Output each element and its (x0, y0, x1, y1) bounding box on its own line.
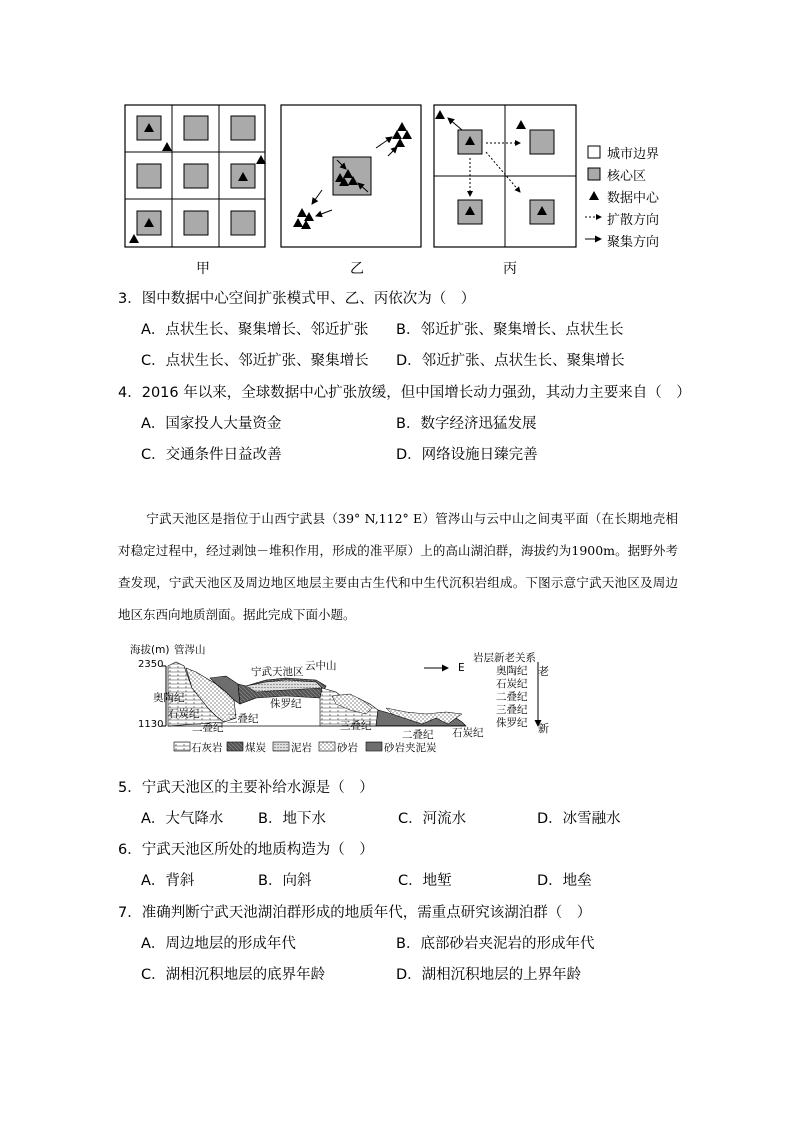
square-outline-icon (588, 146, 600, 158)
q5-option-d[interactable]: D．冰雪融水 (537, 811, 621, 827)
q4-option-a[interactable]: A．国家投人大量资金 (141, 416, 282, 432)
layer-label: 二叠纪 (402, 729, 434, 741)
q6-option-a[interactable]: A．背斜 (141, 873, 195, 889)
q6-option-d[interactable]: D．地垒 (537, 873, 592, 889)
figure-legend (585, 146, 601, 239)
profile-y-label: 海拔(m) (130, 644, 170, 656)
age-new-label: 新 (538, 722, 549, 735)
q7-option-c[interactable]: C．湖相沉积地层的底界年龄 (141, 967, 326, 983)
caption-bing: 丙 (503, 261, 517, 277)
caption-jia: 甲 (196, 261, 210, 277)
legend-label-core: 核心区 (607, 169, 647, 184)
q3-option-c[interactable]: C．点状生长、邻近扩张、聚集增长 (141, 353, 369, 369)
q5-option-a[interactable]: A．大气降水 (141, 811, 224, 827)
sandstone-mud-icon (366, 742, 382, 751)
q6-option-b[interactable]: B．向斜 (258, 873, 312, 889)
q6-option-c[interactable]: C．地堑 (398, 873, 452, 889)
mudstone-icon (273, 742, 289, 751)
age-list-item: 二叠纪 (496, 691, 528, 703)
rock-legend-label: 砂岩夹泥炭 (384, 742, 437, 754)
q5-option-c[interactable]: C．河流水 (398, 811, 467, 827)
profile-y-bottom: 1130 (138, 719, 164, 730)
age-list-item: 奥陶纪 (496, 665, 528, 677)
layer-label: 石炭纪 (168, 708, 200, 720)
age-list-item: 三叠纪 (496, 704, 528, 716)
layer-label: 三叠纪 (340, 720, 372, 732)
rock-legend-label: 泥岩 (291, 742, 312, 754)
q4-option-b[interactable]: B．数字经济迅猛发展 (396, 416, 537, 432)
legend-label-aggregation: 聚集方向 (607, 235, 660, 250)
profile-east-label: E (458, 662, 465, 674)
age-old-label: 老 (538, 665, 549, 678)
question-5-stem: 5．宁武天池区的主要补给水源是（ ） (118, 780, 374, 796)
age-list-item: 石炭纪 (496, 678, 528, 690)
layer-label: 二叠纪 (192, 722, 224, 734)
layer-label: 侏罗纪 (270, 698, 302, 710)
legend-label-city-boundary: 城市边界 (607, 147, 660, 162)
q7-option-b[interactable]: B．底部砂岩夹泥岩的形成年代 (396, 936, 595, 952)
q4-option-d[interactable]: D．网络设施日臻完善 (396, 447, 538, 463)
panel-yi (281, 105, 421, 247)
triangle-icon (589, 191, 599, 200)
sandstone-icon (319, 742, 335, 751)
question-7-stem: 7．准确判断宁武天池湖泊群形成的地质年代，需重点研究该湖泊群（ ） (118, 905, 592, 921)
rock-legend-label: 石灰岩 (191, 742, 223, 754)
question-4-stem: 4．2016 年以来，全球数据中心扩张放缓，但中国增长动力强劲，其动力主要来自（ ） (118, 385, 691, 401)
layer-label: 三叠纪 (227, 713, 259, 725)
question-6-stem: 6．宁武天池区所处的地质构造为（ ） (118, 842, 374, 858)
layer-label: 石炭纪 (452, 727, 484, 739)
gray-square-icon (588, 168, 600, 180)
q3-option-a[interactable]: A．点状生长、聚集增长、邻近扩张 (141, 322, 369, 338)
q3-option-d[interactable]: D．邻近扩张、点状生长、聚集增长 (396, 353, 625, 369)
rock-legend-label: 煤炭 (245, 742, 266, 754)
rock-legend-label: 砂岩 (337, 742, 358, 754)
q3-option-b[interactable]: B．邻近扩张、聚集增长、点状生长 (396, 322, 624, 338)
profile-mountain-left: 管涔山 (174, 644, 206, 656)
legend-label-diffusion: 扩散方向 (607, 213, 660, 228)
q5-option-b[interactable]: B．地下水 (258, 811, 326, 827)
legend-label-data-center: 数据中心 (607, 191, 660, 206)
age-list-item: 侏罗纪 (496, 717, 528, 729)
limestone-icon (174, 742, 190, 751)
q7-option-a[interactable]: A．周边地层的形成年代 (141, 936, 296, 952)
coal-icon (227, 742, 243, 751)
panel-bing (434, 105, 576, 247)
passage-text: 宁武天池区是指位于山西宁武县（39° N,112° E）管涔山与云中山之间夷平面（在长期地壳相对稳定过程中，经过剥蚀－堆积作用，形成的准平原）上的高山湖泊群，海拔约为1900m。据野外考查发现，宁武天池区及周边地区地层主要由古生代和中生代沉积岩组成。下图示意宁武天池区及周边地区东西向地质剖面。据此完成下面小题。 (118, 511, 678, 622)
profile-mountain-right: 云中山 (305, 660, 337, 672)
q4-option-c[interactable]: C．交通条件日益改善 (141, 447, 282, 463)
q7-option-d[interactable]: D．湖相沉积地层的上界年龄 (396, 967, 582, 983)
profile-y-top: 2350 (138, 659, 164, 670)
caption-yi: 乙 (350, 261, 364, 277)
profile-area-label: 宁武天池区 (251, 666, 304, 678)
reading-passage (118, 503, 678, 631)
panel-jia (125, 105, 266, 247)
layer-label: 奥陶纪 (153, 692, 185, 704)
age-order-title: 岩层新老关系 (473, 652, 536, 664)
question-3-stem: 3．图中数据中心空间扩张模式甲、乙、丙依次为（ ） (118, 291, 476, 307)
